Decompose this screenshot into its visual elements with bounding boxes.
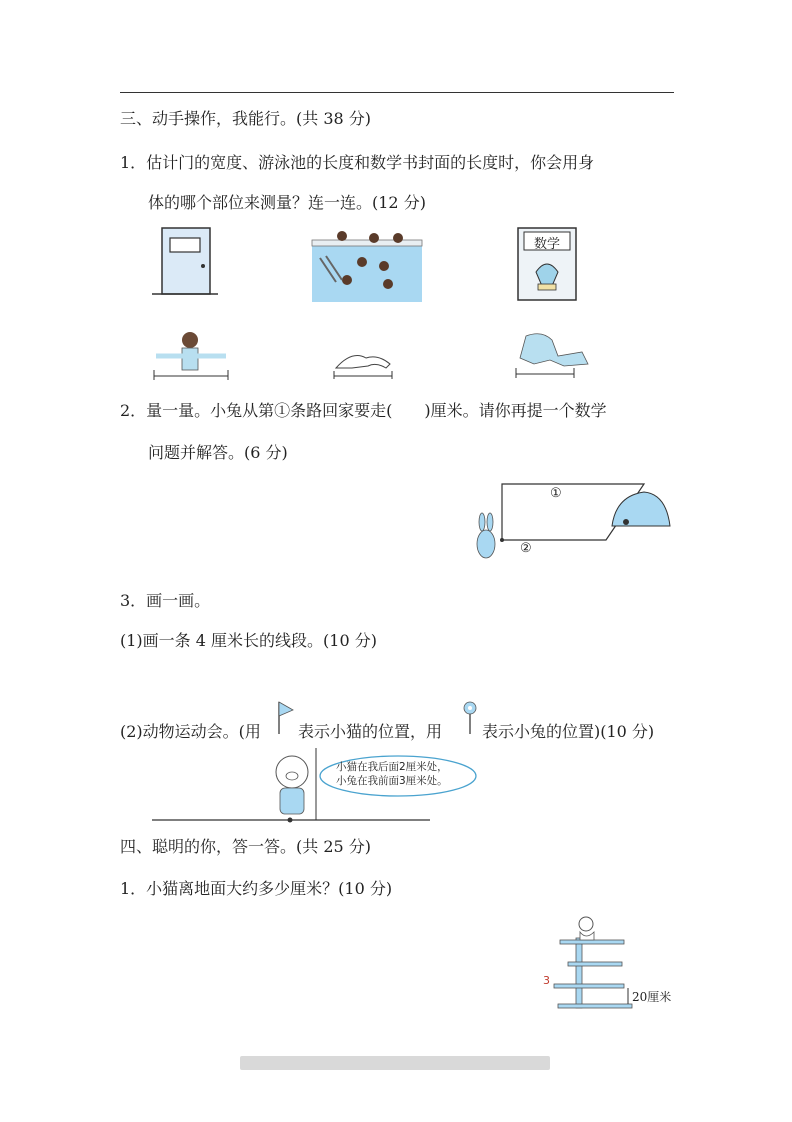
book-cover-label: 数学 (533, 237, 560, 252)
measure-label: 20厘米 (632, 990, 672, 1004)
step-stride-illustration (512, 330, 594, 380)
q2-line2: 问题并解答。(6 分) (148, 443, 288, 462)
cat-shelf-diagram (550, 912, 640, 1012)
q2-line1: 2．量一量。小兔从第①条路回家要走( )厘米。请你再提一个数学 (120, 401, 607, 420)
q3-sub1: (1)画一条 4 厘米长的线段。(10 分) (120, 631, 377, 650)
q1-line2: 体的哪个部位来测量？连一连。(12 分) (148, 193, 426, 212)
level-label: 3 (543, 974, 550, 987)
q1-line1: 1．估计门的宽度、游泳池的长度和数学书封面的长度时，你会用身 (120, 153, 595, 172)
hand-span-illustration (332, 344, 394, 380)
rabbit-route-diagram (466, 478, 676, 570)
flower-icon (460, 700, 480, 736)
q3-sub2-part3: 表示小兔的位置)(10 分) (482, 722, 655, 741)
speech-bubble-text (336, 760, 448, 788)
blurred-footer (240, 1056, 550, 1070)
bubble-line-2: 小兔在我前面3厘米处。 (336, 775, 448, 787)
swimming-pool-illustration (312, 222, 424, 304)
s4-q1-text: 1．小猫离地面大约多少厘米？(10 分) (120, 879, 393, 898)
flag-icon (276, 700, 296, 736)
door-illustration (150, 226, 220, 296)
path-1-label: ① (550, 486, 562, 501)
top-rule (120, 92, 674, 93)
section-4-title: 四、聪明的你，答一答。(共 25 分) (120, 837, 372, 856)
q3-title: 3．画一画。 (120, 591, 211, 610)
section-3-title: 三、动手操作，我能行。(共 38 分) (120, 109, 372, 128)
arm-span-illustration (150, 330, 232, 382)
path-2-label: ② (520, 541, 532, 556)
bubble-line-1: 小猫在我后面2厘米处， (336, 761, 448, 773)
q3-sub2-part1: (2)动物运动会。(用 (120, 722, 261, 741)
q3-sub2-part2: 表示小猫的位置，用 (298, 722, 443, 741)
